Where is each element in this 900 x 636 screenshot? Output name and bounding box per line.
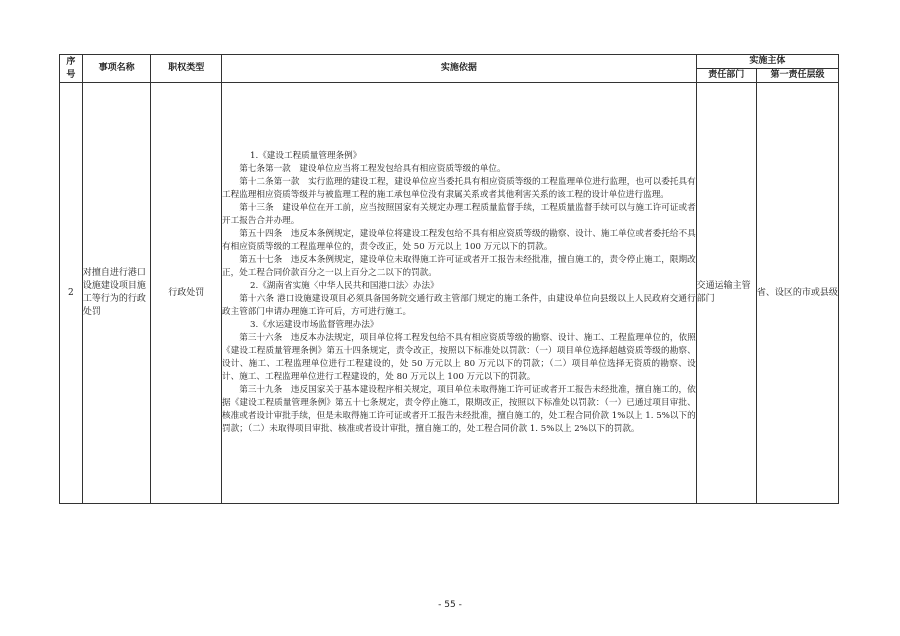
header-level: 第一责任层级 (756, 69, 838, 83)
basis-reg1-article12: 第十二条第一款 实行监理的建设工程，建设单位应当委托具有相应资质等级的工程监理单位进行监理，也可以委托具有工程监理相应资质等级并与被监理工程的施工承包单位没有隶属关系或者其他利害关系的该工程的设计单位进行监理。 (222, 177, 696, 200)
header-dept: 责任部门 (696, 69, 756, 83)
table-row (60, 83, 839, 504)
row-level: 省、设区的市或县级 (756, 83, 838, 504)
row-seq: 2 (60, 83, 83, 504)
header-seq (60, 55, 83, 83)
basis-reg1-article57: 第五十七条 违反本条例规定，建设单位未取得施工许可证或者开工报告未经批准，擅自施工的，责令停止施工，限期改正，处工程合同价款百分之一以上百分之二以下的罚款。 (222, 255, 696, 278)
basis-reg1-title: 1.《建设工程质量管理条例》 (250, 151, 362, 161)
row-item-name: 对擅自进行港口设施建设项目施工等行为的行政处罚 (82, 83, 151, 504)
row-power-type: 行政处罚 (151, 83, 222, 504)
header-item-name: 事项名称 (82, 55, 151, 83)
header-basis: 实施依据 (222, 55, 697, 83)
header-power-type: 职权类型 (151, 55, 222, 83)
basis-reg3-title: 3.《水运建设市场监督管理办法》 (250, 320, 379, 330)
basis-reg2-article16: 第十六条 港口设施建设项目必须具备国务院交通行政主管部门规定的施工条件，由建设单位向县级以上人民政府交通行政主管部门申请办理施工许可后，方可进行施工。 (222, 294, 696, 317)
power-list-table (59, 54, 839, 504)
basis-reg1-article54: 第五十四条 违反本条例规定，建设单位将建设工程发包给不具有相应资质等级的勘察、设计、施工单位或者委托给不具有相应资质等级的工程监理单位的，责令改正，处 50 万元以上 100 万元以下的罚款。 (222, 229, 696, 252)
header-subject: 实施主体 (696, 55, 838, 69)
basis-reg2-title: 2.《湖南省实施〈中华人民共和国港口法〉办法》 (250, 281, 439, 291)
row-dept: 交通运输主管部门 (696, 83, 756, 504)
row-basis (222, 83, 697, 504)
header-seq-line2: 号 (66, 69, 76, 80)
basis-reg1-article7: 第七条第一款 建设单位应当将工程发包给具有相应资质等级的单位。 (239, 164, 506, 174)
basis-reg3-article39: 第三十九条 违反国家关于基本建设程序相关规定，项目单位未取得施工许可证或者开工报告未经批准，擅自施工的，依据《建设工程质量管理条例》第五十七条规定，责令停止施工，限期改正，按照以下标准处以罚款：（一）已通过项目审批、核准或者设计审批手续，但是未取得施工许可证或者开工报告未经批准，擅自施工的，处工程合同价款 1%以上 1. 5%以下的罚款；（二）未取得项目审批、核准或者设计审批，擅自施工的，处工程合同价款 1. 5%以上 2%以下的罚款。 (222, 385, 696, 434)
basis-reg1-article13: 第十三条 建设单位在开工前，应当按照国家有关规定办理工程质量监督手续，工程质量监督手续可以与施工许可证或者开工报告合并办理。 (222, 203, 696, 226)
header-seq-line1: 序 (66, 56, 76, 67)
basis-reg3-article36: 第三十六条 违反本办法规定，项目单位将工程发包给不具有相应资质等级的勘察、设计、施工、工程监理单位的，依照《建设工程质量管理条例》第五十四条规定，责令改正，按照以下标准处以罚款：（一）项目单位选择超越资质等级的勘察、设计、施工、工程监理单位进行工程建设的，处 50 万元以上 80 万元以下的罚款；（二）项目单位选择无资质的勘察、设计、施工、工程监理单位进行工程建设的，处 80 万元以上 100 万元以下的罚款。 (222, 333, 696, 382)
page-number: - 55 - (438, 600, 462, 610)
